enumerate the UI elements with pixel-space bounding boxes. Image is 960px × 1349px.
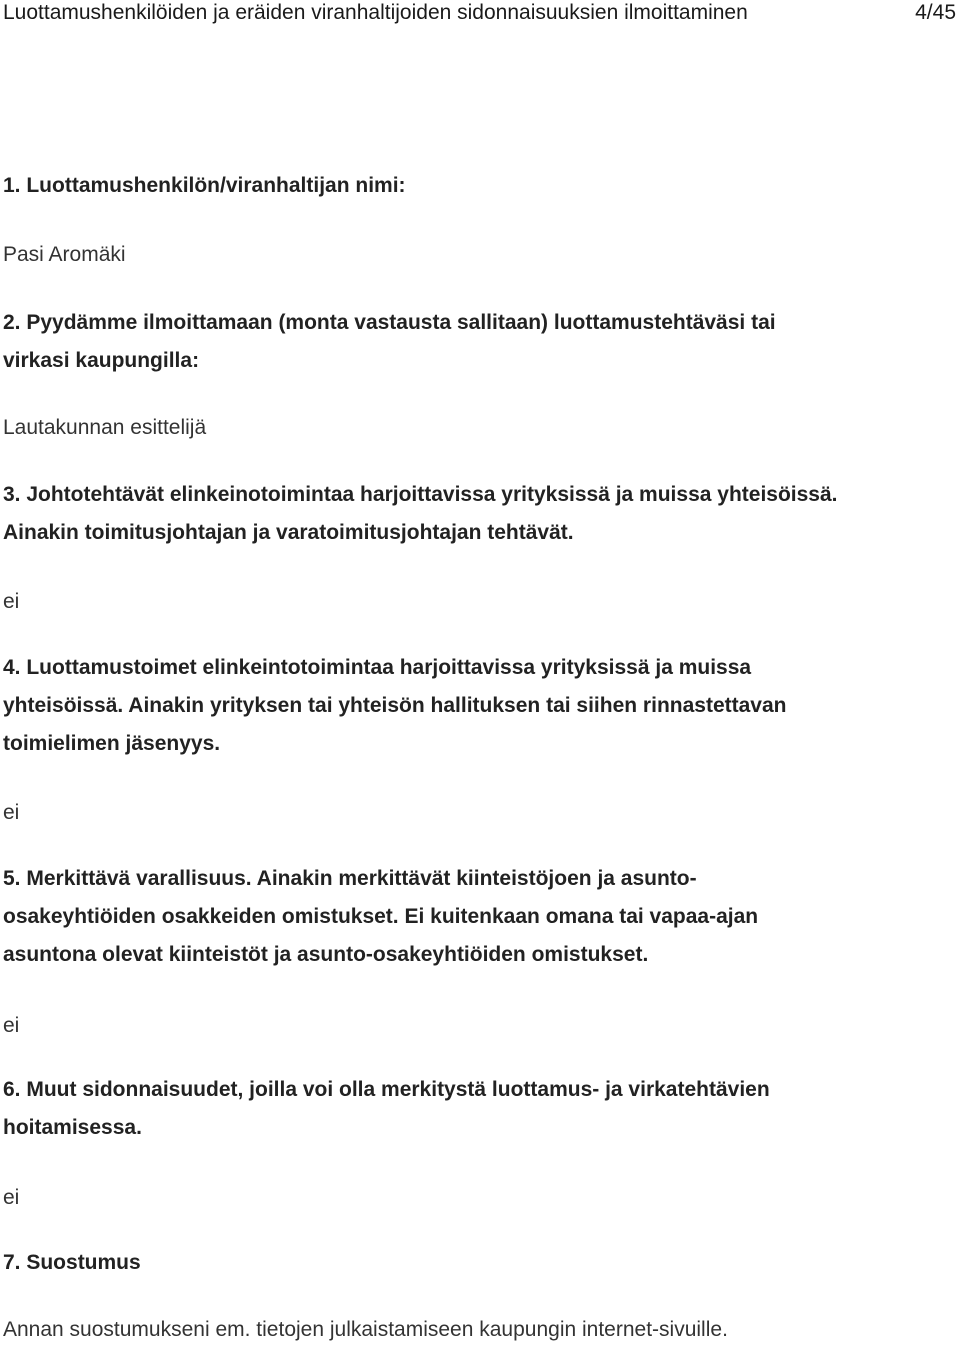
page-header	[0, 0, 960, 30]
question-2-line-1: 2. Pyydämme ilmoittamaan (monta vastausta sallitaan) luottamustehtäväsi tai	[3, 311, 776, 334]
answer-6: ei	[3, 1186, 20, 1209]
question-5	[3, 860, 953, 974]
answer-1: Pasi Aromäki	[3, 243, 126, 266]
question-4-line-2: yhteisöissä. Ainakin yrityksen tai yhteisön hallituksen tai siihen rinnastettavan	[3, 694, 787, 717]
question-3-line-1: 3. Johtotehtävät elinkeinotoimintaa harjoittavissa yrityksissä ja muissa yhteisöissä.	[3, 483, 838, 506]
question-6-line-1: 6. Muut sidonnaisuudet, joilla voi olla merkitystä luottamus- ja virkatehtävien	[3, 1078, 770, 1101]
document-title: Luottamushenkilöiden ja eräiden viranhaltijoiden sidonnaisuuksien ilmoittaminen	[3, 1, 748, 24]
answer-4: ei	[3, 801, 20, 824]
question-3-line-2: Ainakin toimitusjohtajan ja varatoimitusjohtajan tehtävät.	[3, 521, 574, 544]
question-5-line-1: 5. Merkittävä varallisuus. Ainakin merkittävät kiinteistöjoen ja asunto-	[3, 867, 697, 890]
question-2	[3, 304, 953, 380]
question-5-line-3: asuntona olevat kiinteistöt ja asunto-osakeyhtiöiden omistukset.	[3, 943, 649, 966]
answer-3: ei	[3, 590, 20, 613]
question-6	[3, 1071, 953, 1147]
question-1: 1. Luottamushenkilön/viranhaltijan nimi:	[3, 174, 406, 197]
question-5-line-2: osakeyhtiöiden osakkeiden omistukset. Ei kuitenkaan omana tai vapaa-ajan	[3, 905, 759, 928]
question-4-line-3: toimielimen jäsenyys.	[3, 732, 221, 755]
question-7: 7. Suostumus	[3, 1251, 141, 1274]
question-2-line-2: virkasi kaupungilla:	[3, 349, 200, 372]
page-number: 4/45	[915, 1, 956, 24]
answer-7: Annan suostumukseni em. tietojen julkaistamiseen kaupungin internet-sivuille.	[3, 1318, 728, 1341]
question-4-line-1: 4. Luottamustoimet elinkeintotoimintaa harjoittavissa yrityksissä ja muissa	[3, 656, 752, 679]
answer-2: Lautakunnan esittelijä	[3, 416, 207, 439]
answer-5: ei	[3, 1014, 20, 1037]
question-3	[3, 476, 953, 552]
question-4	[3, 649, 953, 763]
question-6-line-2: hoitamisessa.	[3, 1116, 142, 1139]
